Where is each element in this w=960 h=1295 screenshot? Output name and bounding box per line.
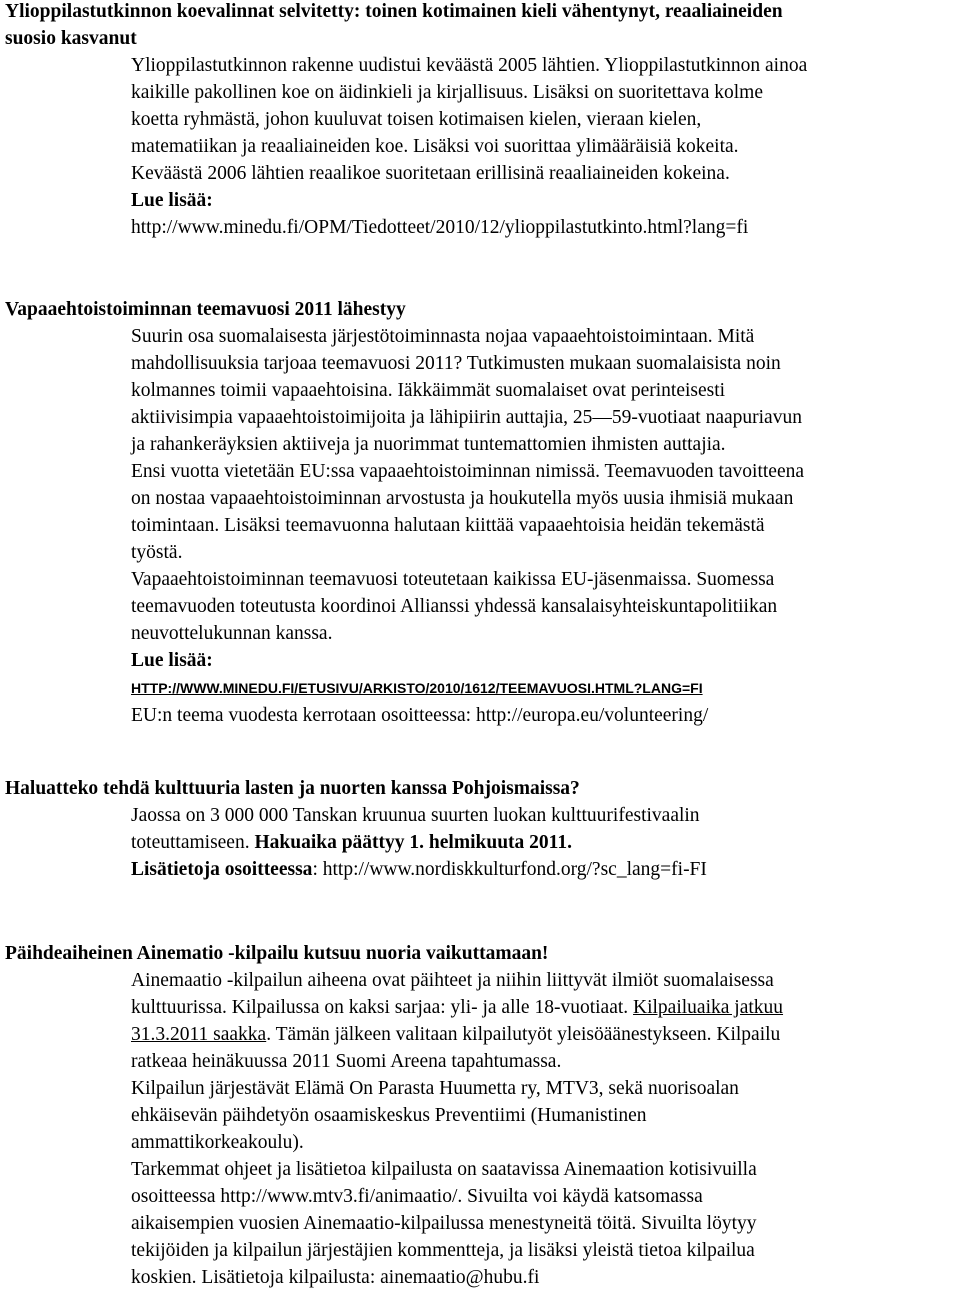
body-line: koskien. Lisätietoja kilpailusta: ainemaatio@hubu.fi <box>131 1267 540 1288</box>
body-line: työstä. <box>131 542 183 563</box>
body-line: kolmannes toimii vapaaehtoisina. Iäkkäimmät suomalaiset ovat perinteisesti <box>131 380 726 401</box>
title-line: suosio kasvanut <box>5 28 137 49</box>
article-title <box>5 0 955 52</box>
body-line: teemavuoden toteutusta koordinoi Allianssi yhdessä kansalaisyhteiskuntapolitiikan <box>131 596 778 617</box>
nordisk-link[interactable]: http://www.nordiskkulturfond.org/?sc_lang=fi-FI <box>322 859 707 880</box>
article-body <box>131 802 955 883</box>
body-line: toimintaan. Lisäksi teemavuonna halutaan kiittää vapaaehtoisia heidän tekemästä <box>131 515 765 536</box>
body-line: Lisätietoja osoitteessa: http://www.nordiskkulturfond.org/?sc_lang=fi-FI <box>131 859 707 880</box>
eu-line: EU:n teema vuodesta kerrotaan osoitteessa: http://europa.eu/volunteering/ <box>131 705 709 726</box>
article-title: Päihdeaiheinen Ainematio -kilpailu kutsuu nuoria vaikuttamaan! <box>5 943 549 964</box>
body-line: on nostaa vapaaehtoistoiminnan arvostusta ja houkutella myös uusia ihmisiä mukaan <box>131 488 794 509</box>
body-line: toteuttamiseen. Hakuaika päättyy 1. helmikuuta 2011. <box>131 832 572 853</box>
body-line: Kilpailun järjestävät Elämä On Parasta Huumetta ry, MTV3, sekä nuorisoalan <box>131 1078 739 1099</box>
body-line: Keväästä 2006 lähtien reaalikoe suoritetaan erillisinä reaaliaineiden kokeina. <box>131 163 730 184</box>
read-more-label: Lue lisää: <box>131 650 213 671</box>
body-line: Suurin osa suomalaisesta järjestötoiminnasta nojaa vapaaehtoistoimintaan. Mitä <box>131 326 755 347</box>
body-line: kulttuurissa. Kilpailussa on kaksi sarjaa: yli- ja alle 18-vuotiaat. Kilpailuaika jatkuu <box>131 997 784 1018</box>
article-vapaaehtoistoiminta <box>5 296 955 729</box>
body-line: ratkeaa heinäkuussa 2011 Suomi Areena tapahtumassa. <box>131 1051 562 1072</box>
body-line: ammattikorkeakoulu). <box>131 1132 304 1153</box>
body-line: Ensi vuotta vietetään EU:ssa vapaaehtoistoiminnan nimissä. Teemavuoden tavoitteena <box>131 461 805 482</box>
body-line: aktiivisimpia vapaaehtoistoimijoita ja lähipiirin auttajia, 25—59-vuotiaat naapuriavun <box>131 407 802 428</box>
article-body <box>131 967 955 1291</box>
mtv3-link[interactable]: http://www.mtv3.fi/animaatio/ <box>220 1186 458 1207</box>
body-line: Ylioppilastutkinnon rakenne uudistui keväästä 2005 lähtien. Ylioppilastutkinnon ainoa <box>131 55 808 76</box>
email-link[interactable]: ainemaatio@hubu.fi <box>380 1267 540 1288</box>
body-line: ja rahankeräyksien aktiiveja ja nuorimmat tuntemattomien ihmisten auttajia. <box>131 434 726 455</box>
deadline-text: Hakuaika päättyy 1. helmikuuta 2011. <box>254 832 572 853</box>
body-line: kaikille pakollinen koe on äidinkieli ja kirjallisuus. Lisäksi on suoritettava kolme <box>131 82 763 103</box>
body-line: matematiikan ja reaaliaineiden koe. Lisäksi voi suorittaa ylimääräisiä kokeita. <box>131 136 739 157</box>
europa-link[interactable]: http://europa.eu/volunteering/ <box>475 705 709 726</box>
article-ainemaatio <box>5 940 955 1291</box>
read-more-label: Lue lisää: <box>131 190 213 211</box>
read-more-link[interactable]: HTTP://WWW.MINEDU.FI/ETUSIVU/ARKISTO/2010/1612/TEEMAVUOSI.HTML?LANG=FI <box>131 680 703 696</box>
article-ylioppilastutkinto <box>5 0 955 241</box>
title-line: Ylioppilastutkinnon koevalinnat selvitetty: toinen kotimainen kieli vähentynyt, reaaliaineiden <box>5 1 783 22</box>
body-line: neuvottelukunnan kanssa. <box>131 623 333 644</box>
article-body <box>131 323 955 729</box>
article-title: Haluatteko tehdä kulttuuria lasten ja nuorten kanssa Pohjoismaissa? <box>5 778 580 799</box>
body-line: Tarkemmat ohjeet ja lisätietoa kilpailusta on saatavissa Ainemaation kotisivuilla <box>131 1159 757 1180</box>
body-line: Ainemaatio -kilpailun aiheena ovat päihteet ja niihin liittyvät ilmiöt suomalaisessa <box>131 970 774 991</box>
body-line: Vapaaehtoistoiminnan teemavuosi toteutetaan kaikissa EU-jäsenmaissa. Suomessa <box>131 569 775 590</box>
article-body <box>131 52 955 241</box>
article-title: Vapaaehtoistoiminnan teemavuosi 2011 lähestyy <box>5 299 406 320</box>
body-line: 31.3.2011 saakka. Tämän jälkeen valitaan kilpailutyöt yleisöäänestykseen. Kilpailu <box>131 1024 781 1045</box>
body-line: mahdollisuuksia tarjoaa teemavuosi 2011? Tutkimusten mukaan suomalaisista noin <box>131 353 781 374</box>
body-line: aikaisempien vuosien Ainemaatio-kilpailussa menestyneitä töitä. Sivuilta löytyy <box>131 1213 757 1234</box>
body-line: ehkäisevän päihdetyön osaamiskeskus Preventiimi (Humanistinen <box>131 1105 647 1126</box>
body-line: Jaossa on 3 000 000 Tanskan kruunua suurten luokan kulttuurifestivaalin <box>131 805 700 826</box>
body-line: osoitteessa http://www.mtv3.fi/animaatio/. Sivuilta voi käydä katsomassa <box>131 1186 703 1207</box>
article-kulttuuri <box>5 775 955 883</box>
body-line: koetta ryhmästä, johon kuuluvat toisen kotimaisen kielen, vieraan kielen, <box>131 109 702 130</box>
read-more-link[interactable]: http://www.minedu.fi/OPM/Tiedotteet/2010/12/ylioppilastutkinto.html?lang=fi <box>131 217 749 238</box>
body-line: tekijöiden ja kilpailun järjestäjien kommentteja, ja lisäksi yleistä tietoa kilpailua <box>131 1240 755 1261</box>
